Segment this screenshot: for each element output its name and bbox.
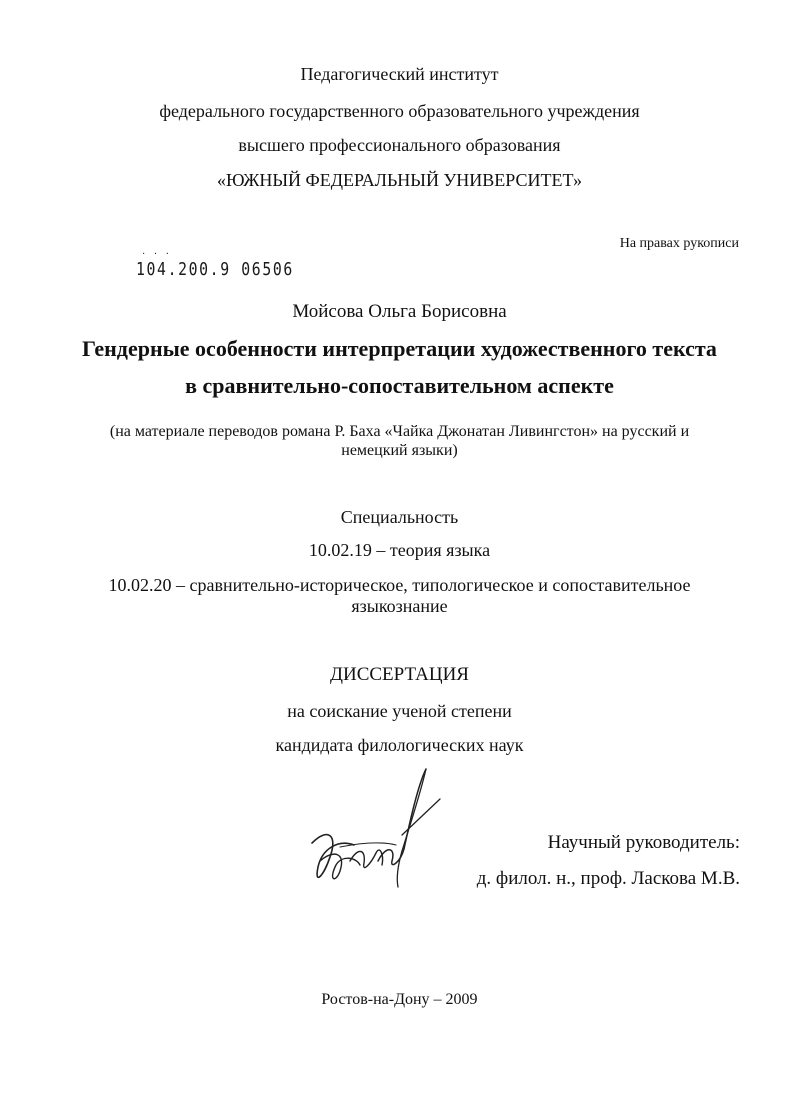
thesis-title-line-1: Гендерные особенности интерпретации художественного текста — [82, 336, 717, 361]
institution-line-3: высшего профессионального образования — [238, 135, 561, 155]
thesis-title-line-2: в сравнительно-сопоставительном аспекте — [185, 373, 614, 398]
specialty-item-2-line-2: языкознание — [351, 596, 448, 616]
handwritten-signature — [300, 765, 460, 905]
specialty-heading: Специальность — [340, 507, 459, 527]
institution-line-2: федерального государственного образовательного учреждения — [159, 101, 640, 121]
institution-line-4: «ЮЖНЫЙ ФЕДЕРАЛЬНЫЙ УНИВЕРСИТЕТ» — [216, 170, 582, 190]
institution-line-1: Педагогический институт — [300, 64, 499, 84]
supervisor-label: Научный руководитель: — [547, 832, 740, 853]
specialty-item-1: 10.02.19 – теория языка — [308, 540, 491, 560]
supervisor-name: д. филол. н., проф. Ласкова М.В. — [476, 868, 740, 889]
archive-number-stamp: 104.200.9 06506 — [136, 259, 294, 280]
specialty-item-2-line-1: 10.02.20 – сравнительно-историческое, типологическое и сопоставительное — [108, 575, 691, 595]
thesis-subtitle-line-2: немецкий языки) — [341, 442, 458, 459]
manuscript-rights-note: На правах рукописи — [619, 236, 739, 251]
thesis-subtitle-line-1: (на материале переводов романа Р. Баха «Чайка Джонатан Ливингстон» на русский и — [109, 423, 690, 440]
degree-line-2: кандидата филологических наук — [275, 735, 524, 755]
author-name: Мойсова Ольга Борисовна — [292, 301, 507, 322]
dissertation-heading: ДИССЕРТАЦИЯ — [330, 664, 469, 685]
city-year: Ростов-на-Дону – 2009 — [321, 991, 478, 1008]
archive-stamp-marks: · · · — [142, 249, 172, 260]
degree-line-1: на соискание ученой степени — [287, 701, 512, 721]
